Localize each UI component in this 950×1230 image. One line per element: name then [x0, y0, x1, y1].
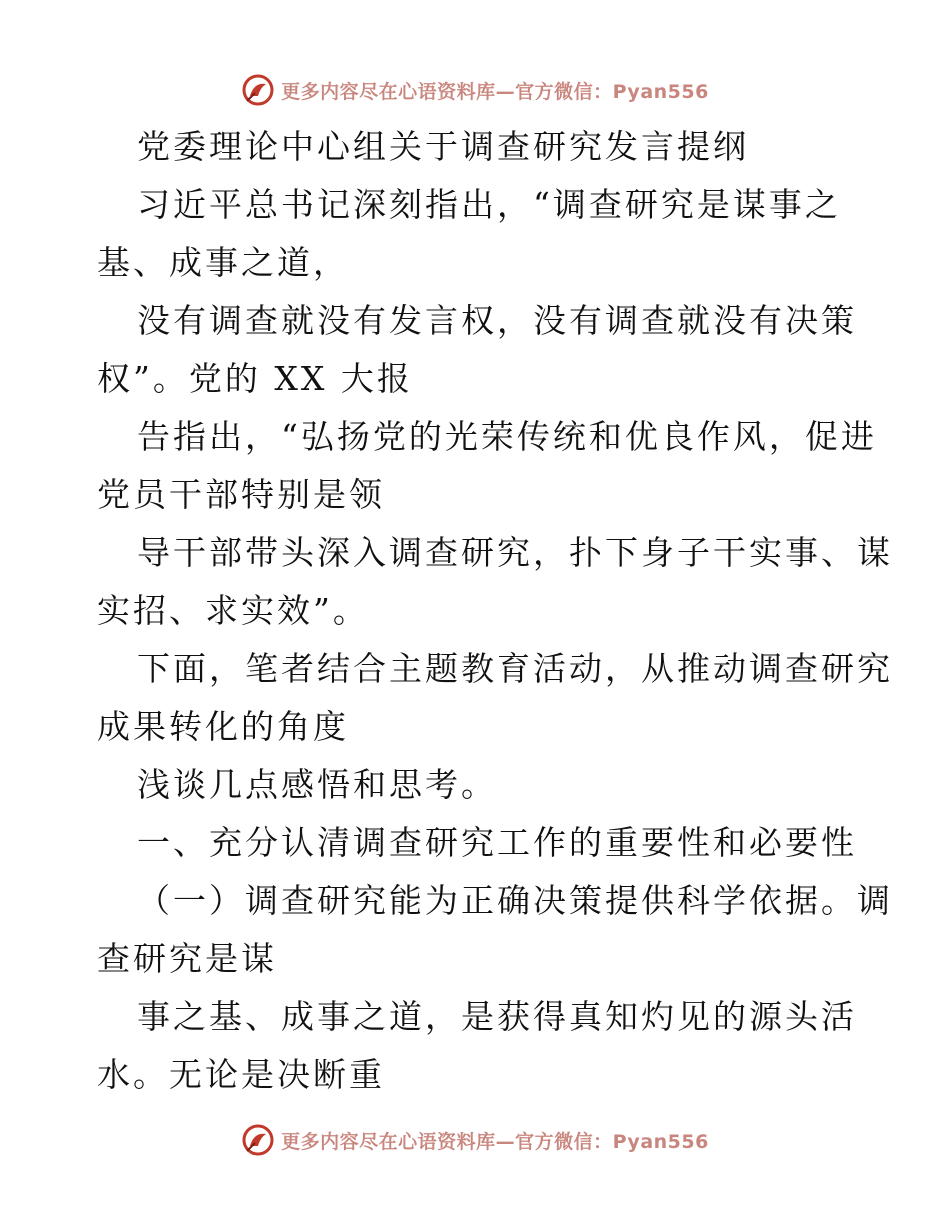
text-line: 权”。党的 XX 大报 — [97, 359, 413, 398]
text-line: 查研究是谋 — [97, 939, 277, 978]
text-line: （一）调查研究能为正确决策提供科学依据。调 — [137, 881, 893, 920]
text-line: 事之基、成事之道，是获得真知灼见的源头活 — [137, 997, 857, 1036]
brand-logo-icon — [241, 73, 275, 107]
document-body — [97, 118, 893, 1104]
text-line: 下面，笔者结合主题教育活动，从推动调查研究 — [137, 649, 893, 688]
text-line: 党委理论中心组关于调查研究发言提纲 — [137, 127, 749, 166]
watermark-text: 更多内容尽在心语资料库—官方微信：Pyan556 — [281, 1130, 709, 1153]
text-line: 水。无论是决断重 — [97, 1055, 385, 1094]
text-line: 告指出，“弘扬党的光荣传统和优良作风，促进 — [137, 417, 877, 456]
text-line: 导干部带头深入调查研究，扑下身子干实事、谋 — [137, 533, 893, 572]
text-line: 没有调查就没有发言权，没有调查就没有决策 — [137, 301, 857, 340]
text-line: 习近平总书记深刻指出，“调查研究是谋事之 — [137, 185, 841, 224]
text-line: 成果转化的角度 — [97, 707, 349, 746]
header-watermark — [0, 70, 950, 110]
watermark-text: 更多内容尽在心语资料库—官方微信：Pyan556 — [281, 80, 709, 103]
text-line: 党员干部特别是领 — [97, 475, 385, 514]
text-line: 浅谈几点感悟和思考。 — [137, 765, 497, 804]
footer-watermark — [0, 1120, 950, 1160]
text-line: 一、充分认清调查研究工作的重要性和必要性 — [137, 823, 857, 862]
text-line: 实招、求实效”。 — [97, 591, 369, 630]
brand-logo-icon — [241, 1123, 275, 1157]
text-line: 基、成事之道， — [97, 243, 349, 282]
